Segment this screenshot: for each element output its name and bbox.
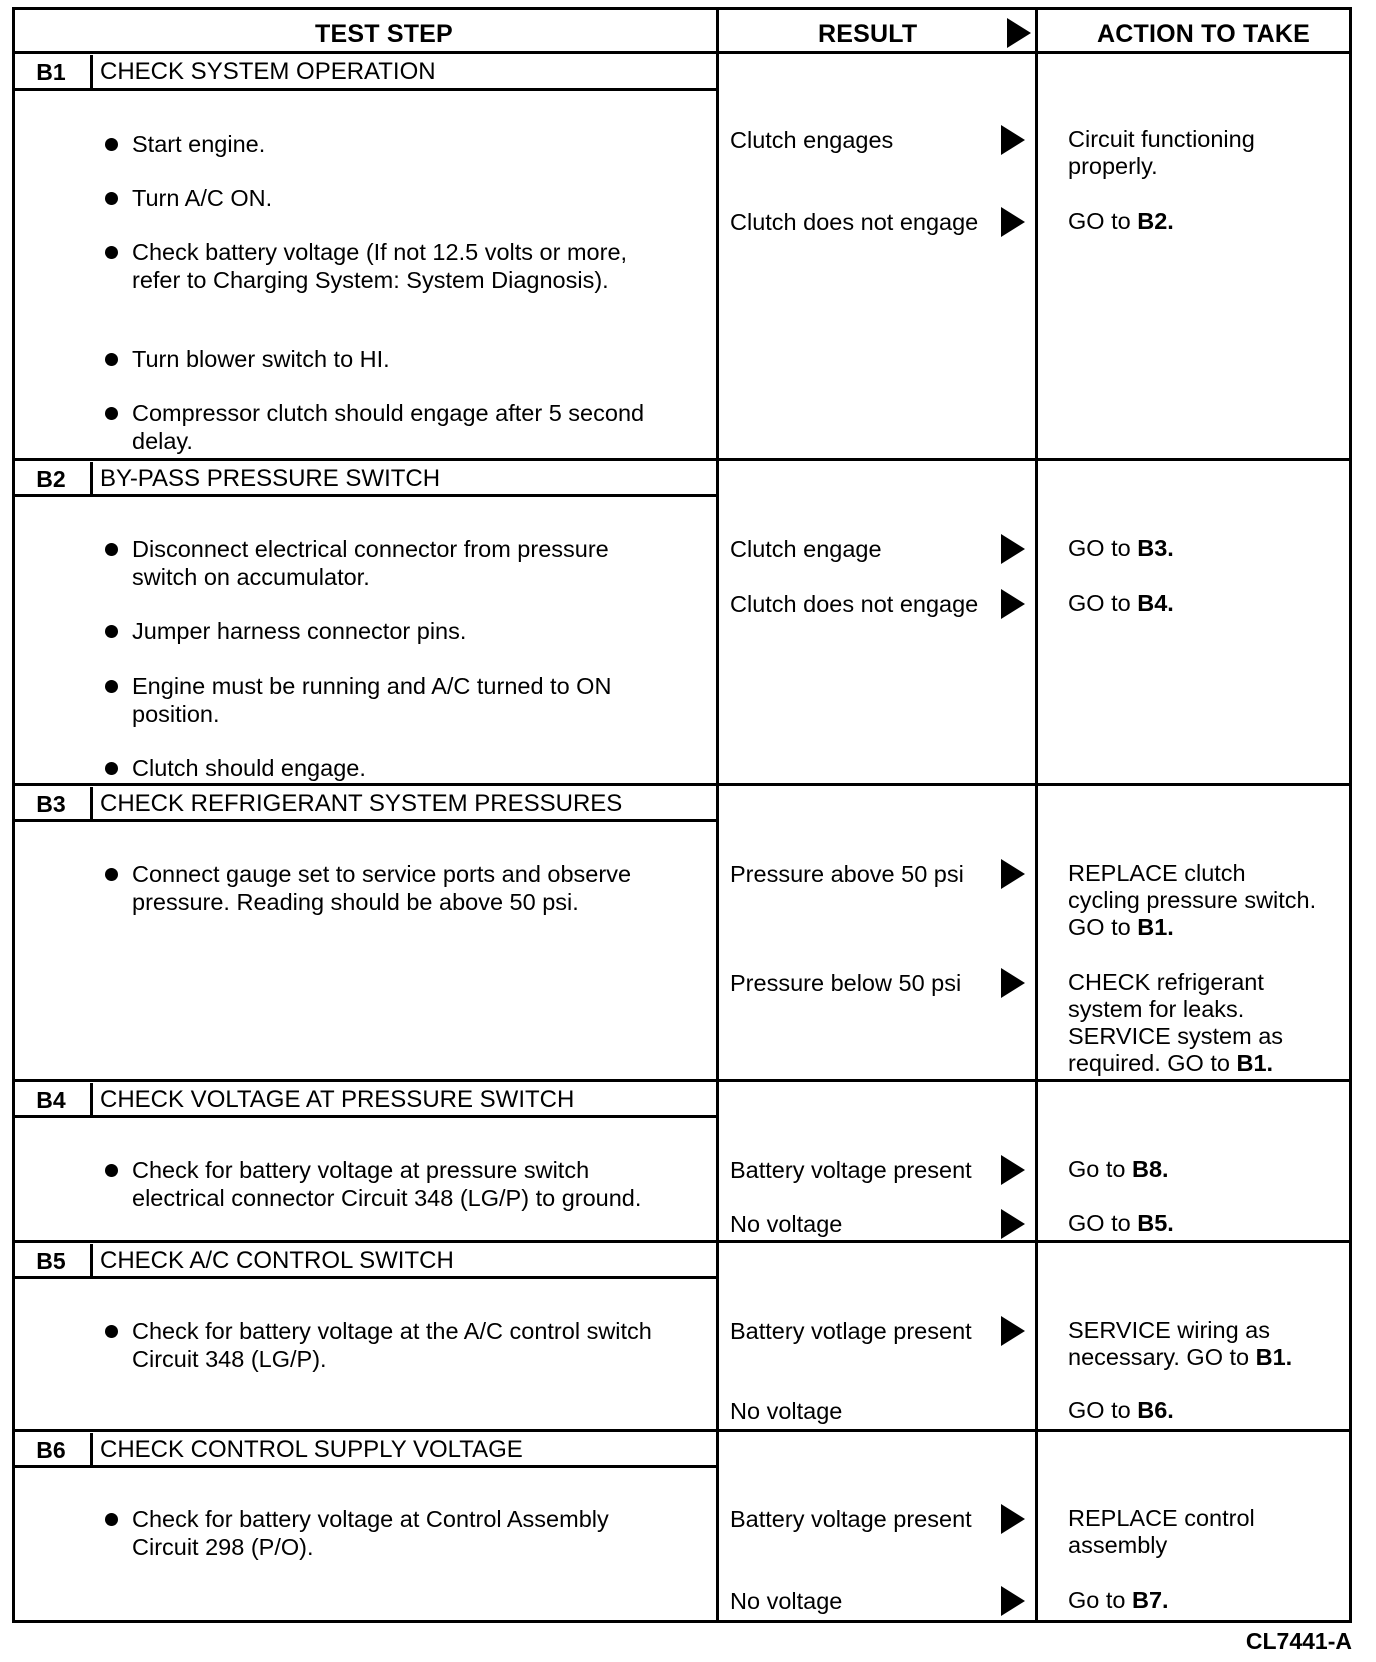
bullet-item: Connect gauge set to service ports and observe pressure. Reading should be above 50 psi. [105,860,675,916]
result-arrow-icon [1001,534,1025,564]
result-arrow-icon [1001,1586,1025,1616]
result-arrow-icon [1001,1504,1025,1534]
title-underline [12,1465,718,1468]
result-text: Battery voltage present [730,1506,972,1532]
header-test-step: TEST STEP [315,20,453,48]
title-underline [12,819,718,822]
action-text: GO to B4. [1068,590,1174,616]
step-title: CHECK A/C CONTROL SWITCH [100,1247,454,1274]
result-text: Clutch does not engage [730,209,979,235]
header-arrow-icon [1007,18,1031,48]
result-arrow-icon [1001,207,1025,237]
title-underline [12,1115,718,1118]
result-text: Battery voltage present [730,1157,972,1183]
bullet-item: Start engine. [105,130,675,158]
action-text: REPLACE clutch cycling pressure switch. GO to B1. [1068,860,1317,940]
step-id: B1 [36,59,66,85]
id-divider [90,55,93,89]
bullet-item: Compressor clutch should engage after 5 second delay. [105,399,675,455]
result-text: Clutch engages [730,127,894,153]
bullet-dot-icon [105,868,118,881]
bullet-dot-icon [105,192,118,205]
result-text: No voltage [730,1211,843,1237]
bullet-dot-icon [105,625,118,638]
result-text: No voltage [730,1588,843,1614]
bullet-dot-icon [105,1325,118,1338]
result-arrow-icon [1001,1316,1025,1346]
result-text: Clutch engage [730,536,882,562]
id-divider [90,787,93,821]
step-id: B6 [36,1437,66,1463]
result-text: Battery votlage present [730,1318,972,1344]
action-text: CHECK refrigerant system for leaks. SERVICE system as required. GO to B1. [1068,969,1284,1076]
result-text: Pressure above 50 psi [730,861,964,887]
action-text: REPLACE control assembly [1068,1505,1255,1558]
result-arrow-icon [1001,859,1025,889]
step-title: CHECK VOLTAGE AT PRESSURE SWITCH [100,1086,575,1113]
result-arrow-icon [1001,968,1025,998]
bullet-dot-icon [105,762,118,775]
section-separator [12,1079,1352,1082]
action-text: GO to B5. [1068,1210,1174,1236]
header-action: ACTION TO TAKE [1097,20,1310,48]
title-underline [12,1276,718,1279]
action-text: Go to B8. [1068,1156,1169,1182]
step-title: BY-PASS PRESSURE SWITCH [100,465,441,492]
column-divider-result [716,7,719,1623]
step-title: CHECK CONTROL SUPPLY VOLTAGE [100,1436,523,1463]
header-result: RESULT [818,20,918,48]
result-arrow-icon [1001,1209,1025,1239]
bullet-item: Jumper harness connector pins. [105,617,675,645]
result-text: Clutch does not engage [730,591,979,617]
section-separator [12,1429,1352,1432]
title-underline [12,88,718,91]
id-divider [90,1083,93,1117]
bullet-dot-icon [105,246,118,259]
result-arrow-icon [1001,589,1025,619]
bullet-dot-icon [105,138,118,151]
bullet-item: Check battery voltage (If not 12.5 volts or more, refer to Charging System: System Diagnosis). [105,238,675,294]
action-text: Circuit functioning properly. [1068,126,1255,179]
bullet-dot-icon [105,1164,118,1177]
bullet-item: Turn blower switch to HI. [105,345,675,373]
action-text: Go to B7. [1068,1587,1169,1613]
id-divider [90,1244,93,1278]
bullet-item: Clutch should engage. [105,754,675,782]
step-title: CHECK REFRIGERANT SYSTEM PRESSURES [100,790,623,817]
action-text: SERVICE wiring as necessary. GO to B1. [1068,1317,1293,1370]
step-id: B2 [36,466,66,492]
bullet-item: Disconnect electrical connector from pressure switch on accumulator. [105,535,675,591]
figure-code: CL7441-A [1245,1628,1352,1654]
section-separator [12,783,1352,786]
title-underline [12,494,718,497]
result-text: Pressure below 50 psi [730,970,962,996]
bullet-item: Check for battery voltage at Control Assembly Circuit 298 (P/O). [105,1505,675,1561]
step-id: B4 [36,1087,66,1113]
bullet-dot-icon [105,543,118,556]
bullet-item: Check for battery voltage at pressure switch electrical connector Circuit 348 (LG/P) to ground. [105,1156,675,1212]
section-separator [12,458,1352,461]
step-id: B3 [36,791,66,817]
bullet-item: Check for battery voltage at the A/C control switch Circuit 348 (LG/P). [105,1317,685,1373]
step-title: CHECK SYSTEM OPERATION [100,58,436,85]
bullet-item: Engine must be running and A/C turned to ON position. [105,672,675,728]
id-divider [90,1433,93,1467]
action-text: GO to B3. [1068,535,1174,561]
step-id: B5 [36,1248,66,1274]
bullet-dot-icon [105,1513,118,1526]
bullet-dot-icon [105,680,118,693]
header-separator [12,51,1352,54]
action-text: GO to B6. [1068,1397,1174,1423]
id-divider [90,462,93,496]
action-text: GO to B2. [1068,208,1174,234]
bullet-dot-icon [105,407,118,420]
section-separator [12,1240,1352,1243]
result-arrow-icon [1001,1155,1025,1185]
result-text: No voltage [730,1398,843,1424]
bullet-item: Turn A/C ON. [105,184,675,212]
bullet-dot-icon [105,353,118,366]
result-arrow-icon [1001,125,1025,155]
column-divider-action [1035,7,1038,1623]
